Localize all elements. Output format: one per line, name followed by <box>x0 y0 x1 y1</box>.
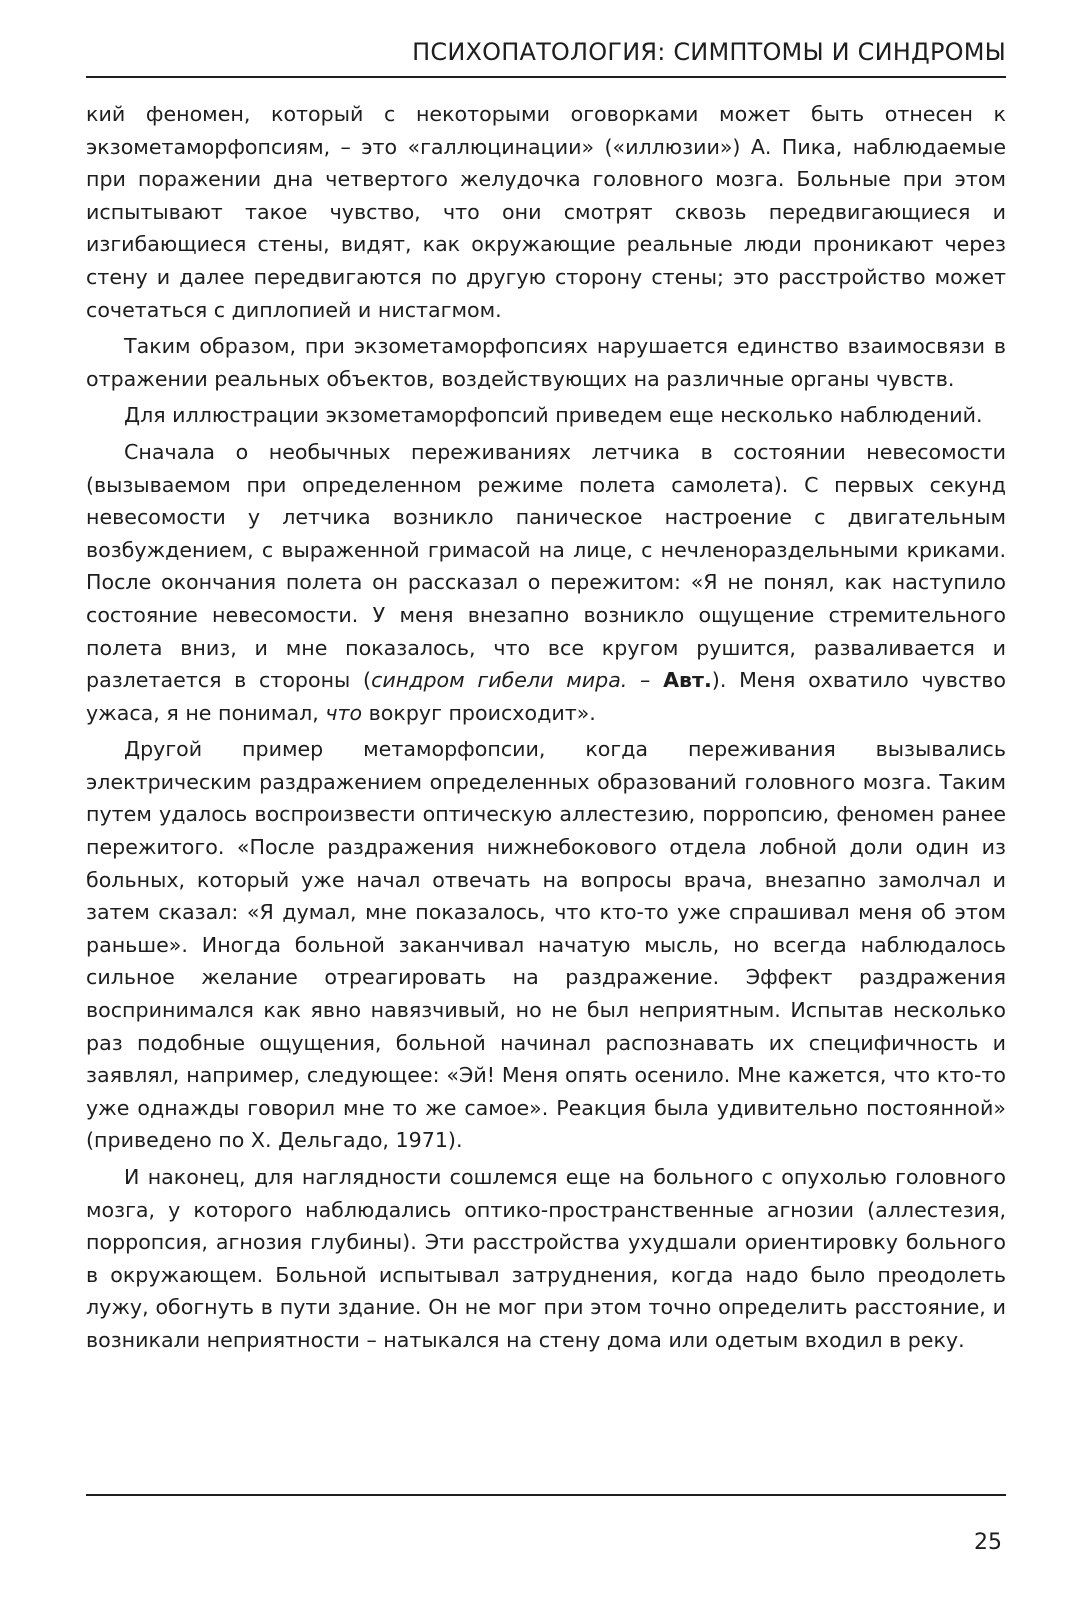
paragraph: Таким образом, при экзометаморфопсиях нарушается единство взаимосвязи в отражении реальных объектов, воздействующих на различные органы чувств. <box>86 334 1006 391</box>
italic-word: что <box>325 700 363 725</box>
paragraph: И наконец, для наглядности сошлемся еще на больного с опухолью головного мозга, у которого наблюдались оптико-пространственные агнозии (аллестезия, порропсия, агнозия глубины). Эти расстройства ухудшали ориентировку больного в окружающем. Больной испытывал затруднения, когда надо было преодолеть лужу, обогнуть в пути здание. Он не мог при этом точно определить расстояние, и возникали неприятности – натыкался на стену дома или одетым входил в реку. <box>86 1165 1006 1352</box>
paragraph-text: Сначала о необычных переживаниях летчика в состоянии невесомости (вызываемом при определенном режиме полета самолета). С первых секунд невесомости у летчика возникло паническое настроение с двигательным возбуждением, с выраженной гримасой на лице, с нечленораздельными криками. После окончания полета он рассказал о пережитом: «Я не понял, как наступило состояние невесомости. У меня внезапно возникло ощущение стремительного полета вниз, и мне показалось, что все кругом рушится, разваливается и разлетается в стороны ( <box>86 439 1006 693</box>
running-header: ПСИХОПАТОЛОГИЯ: СИМПТОМЫ И СИНДРОМЫ <box>86 38 1006 78</box>
paragraph: Для иллюстрации экзометаморфопсий приведем еще несколько наблюдений. <box>124 403 983 428</box>
italic-term: синдром гибели мира. – <box>371 668 651 693</box>
footer-rule <box>86 1494 1006 1496</box>
body-text <box>86 98 1006 1361</box>
author-note: Авт. <box>663 668 712 693</box>
paragraph-pilot-case <box>86 436 1006 729</box>
paragraph: Другой пример метаморфопсии, когда переживания вызывались электрическим раздражением определенных образований головного мозга. Таким путем удалось воспроизвести оптическую аллестезию, порропсию, феномен ранее пережитого. «После раздражения нижнебокового отдела лобной доли один из больных, который уже начал отвечать на вопросы врача, внезапно замолчал и затем сказал: «Я думал, мне показалось, что кто-то уже спрашивал меня об этом раньше». Иногда больной заканчивал начатую мысль, но всегда наблюдалось сильное желание отреагировать на раздражение. Эффект раздражения воспринимался как явно навязчивый, но не был неприятным. Испытав несколько раз подобные ощущения, больной начинал распознавать их специфичность и заявлял, например, следующее: «Эй! Меня опять осенило. Мне кажется, что кто-то уже однажды говорил мне то же самое». Реакция была удивительно постоянной» (приведено по Х. Дельгадо, 1971). <box>86 737 1006 1153</box>
page-number: 25 <box>974 1530 1002 1555</box>
paragraph-text: ). Меня охватило чувство ужаса, я не понимал, <box>86 668 1006 725</box>
paragraph-text: вокруг происходит». <box>368 700 596 725</box>
paragraph-continued: кий феномен, который с некоторыми оговорками может быть отнесен к экзометаморфопсиям, – это «галлюцинации» («иллюзии») А. Пика, наблюдаемые при поражении дна четвертого желудочка головного мозга. Больные при этом испытывают такое чувство, что они смотрят сквозь передвигающиеся и изгибающиеся стены, видят, как окружающие реальные люди проникают через стену и далее передвигаются по другую сторону стены; это расстройство может сочетаться с диплопией и нистагмом. <box>86 102 1006 322</box>
